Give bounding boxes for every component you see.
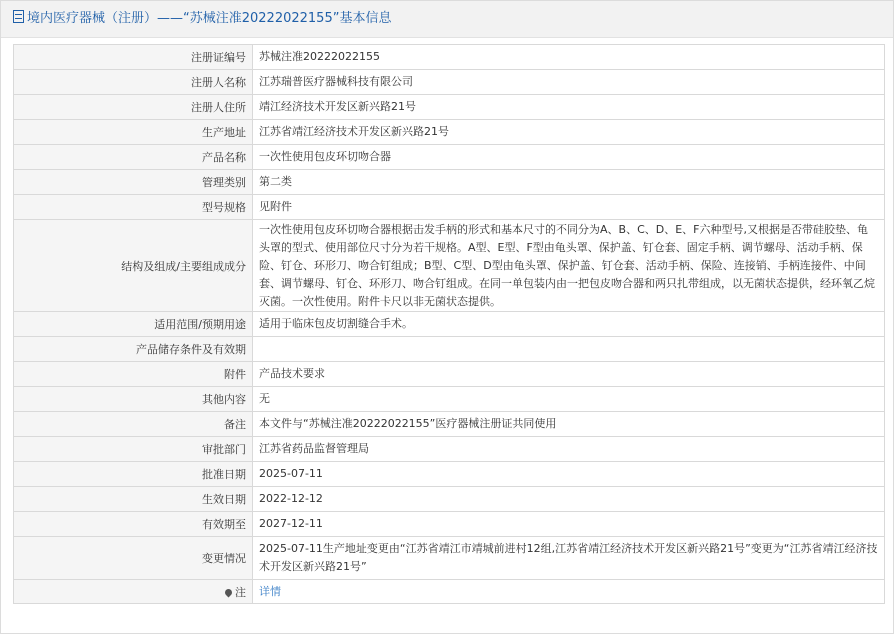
row-label-note xyxy=(14,580,253,604)
table-row xyxy=(14,362,885,387)
row-value-note xyxy=(253,580,885,604)
row-value-valid-until: 2027-12-11 xyxy=(253,512,885,537)
row-label-production-address: 生产地址 xyxy=(14,120,253,145)
note-label: 注 xyxy=(235,585,246,599)
table-row xyxy=(14,220,885,312)
table-row xyxy=(14,195,885,220)
map-pin-icon xyxy=(224,587,234,597)
table-row xyxy=(14,487,885,512)
row-label-product-name: 产品名称 xyxy=(14,145,253,170)
row-label-structure-composition: 结构及组成/主要组成成分 xyxy=(14,220,253,312)
row-label-change-history: 变更情况 xyxy=(14,537,253,580)
table-row xyxy=(14,437,885,462)
table-row xyxy=(14,512,885,537)
table-row xyxy=(14,145,885,170)
table-row xyxy=(14,337,885,362)
document-icon xyxy=(13,10,24,23)
table-row xyxy=(14,537,885,580)
row-label-approval-date: 批准日期 xyxy=(14,462,253,487)
table-row xyxy=(14,387,885,412)
row-value-production-address: 江苏省靖江经济技术开发区新兴路21号 xyxy=(253,120,885,145)
table-row xyxy=(14,580,885,604)
table-row xyxy=(14,412,885,437)
row-value-change-history: 2025-07-11生产地址变更由“江苏省靖江市靖城前进村12组,江苏省靖江经济技术开发区新兴路21号”变更为“江苏省靖江经济技术开发区新兴路21号” xyxy=(253,537,885,580)
panel-header xyxy=(1,1,893,38)
details-link[interactable]: 详情 xyxy=(259,584,281,598)
row-value-registration-number: 苏械注准20222022155 xyxy=(253,45,885,70)
table-row xyxy=(14,95,885,120)
row-value-attachment: 产品技术要求 xyxy=(253,362,885,387)
row-label-effective-date: 生效日期 xyxy=(14,487,253,512)
row-value-registrant-address: 靖江经济技术开发区新兴路21号 xyxy=(253,95,885,120)
row-value-approval-date: 2025-07-11 xyxy=(253,462,885,487)
table-row xyxy=(14,70,885,95)
row-label-intended-use: 适用范围/预期用途 xyxy=(14,312,253,337)
row-label-management-class: 管理类别 xyxy=(14,170,253,195)
row-value-other-content: 无 xyxy=(253,387,885,412)
row-label-storage-validity: 产品储存条件及有效期 xyxy=(14,337,253,362)
row-value-registrant-name: 江苏瑞普医疗器械科技有限公司 xyxy=(253,70,885,95)
table-row xyxy=(14,170,885,195)
row-value-management-class: 第二类 xyxy=(253,170,885,195)
table-row xyxy=(14,462,885,487)
table-row xyxy=(14,120,885,145)
row-label-remarks: 备注 xyxy=(14,412,253,437)
row-label-registrant-address: 注册人住所 xyxy=(14,95,253,120)
row-value-intended-use: 适用于临床包皮切割缝合手术。 xyxy=(253,312,885,337)
row-value-model-spec: 见附件 xyxy=(253,195,885,220)
row-label-other-content: 其他内容 xyxy=(14,387,253,412)
row-label-valid-until: 有效期至 xyxy=(14,512,253,537)
table-row xyxy=(14,45,885,70)
row-value-remarks: 本文件与“苏械注准20222022155”医疗器械注册证共同使用 xyxy=(253,412,885,437)
row-value-product-name: 一次性使用包皮环切吻合器 xyxy=(253,145,885,170)
row-label-registration-number: 注册证编号 xyxy=(14,45,253,70)
row-value-effective-date: 2022-12-12 xyxy=(253,487,885,512)
row-value-structure-composition: 一次性使用包皮环切吻合器根据击发手柄的形式和基本尺寸的不同分为A、B、C、D、E、F六种型号,又根据是否带硅胶垫、龟头罩的型式、使用部位尺寸分为若干规格。A型、E型、F型由龟头罩、保护盖、钉仓套、固定手柄、调节螺母、活动手柄、保险、钉仓、环形刀、吻合钉组成；B型、C型、D型由龟头罩、保护盖、钉仓套、活动手柄、保险、连接销、手柄连接件、中间套、调节螺母、钉仓、环形刀、吻合钉组成。在同一单包装内由一把包皮吻合器和两只扎带组成，以无菌状态提供，经环氧乙烷灭菌。一次性使用。附件卡尺以非无菌状态提供。 xyxy=(253,220,885,312)
table-row xyxy=(14,312,885,337)
info-table xyxy=(13,44,885,604)
row-value-approval-department: 江苏省药品监督管理局 xyxy=(253,437,885,462)
row-value-storage-validity xyxy=(253,337,885,362)
page-title: 境内医疗器械（注册）——“苏械注准20222022155”基本信息 xyxy=(27,11,392,26)
row-label-approval-department: 审批部门 xyxy=(14,437,253,462)
row-label-attachment: 附件 xyxy=(14,362,253,387)
row-label-registrant-name: 注册人名称 xyxy=(14,70,253,95)
row-label-model-spec: 型号规格 xyxy=(14,195,253,220)
